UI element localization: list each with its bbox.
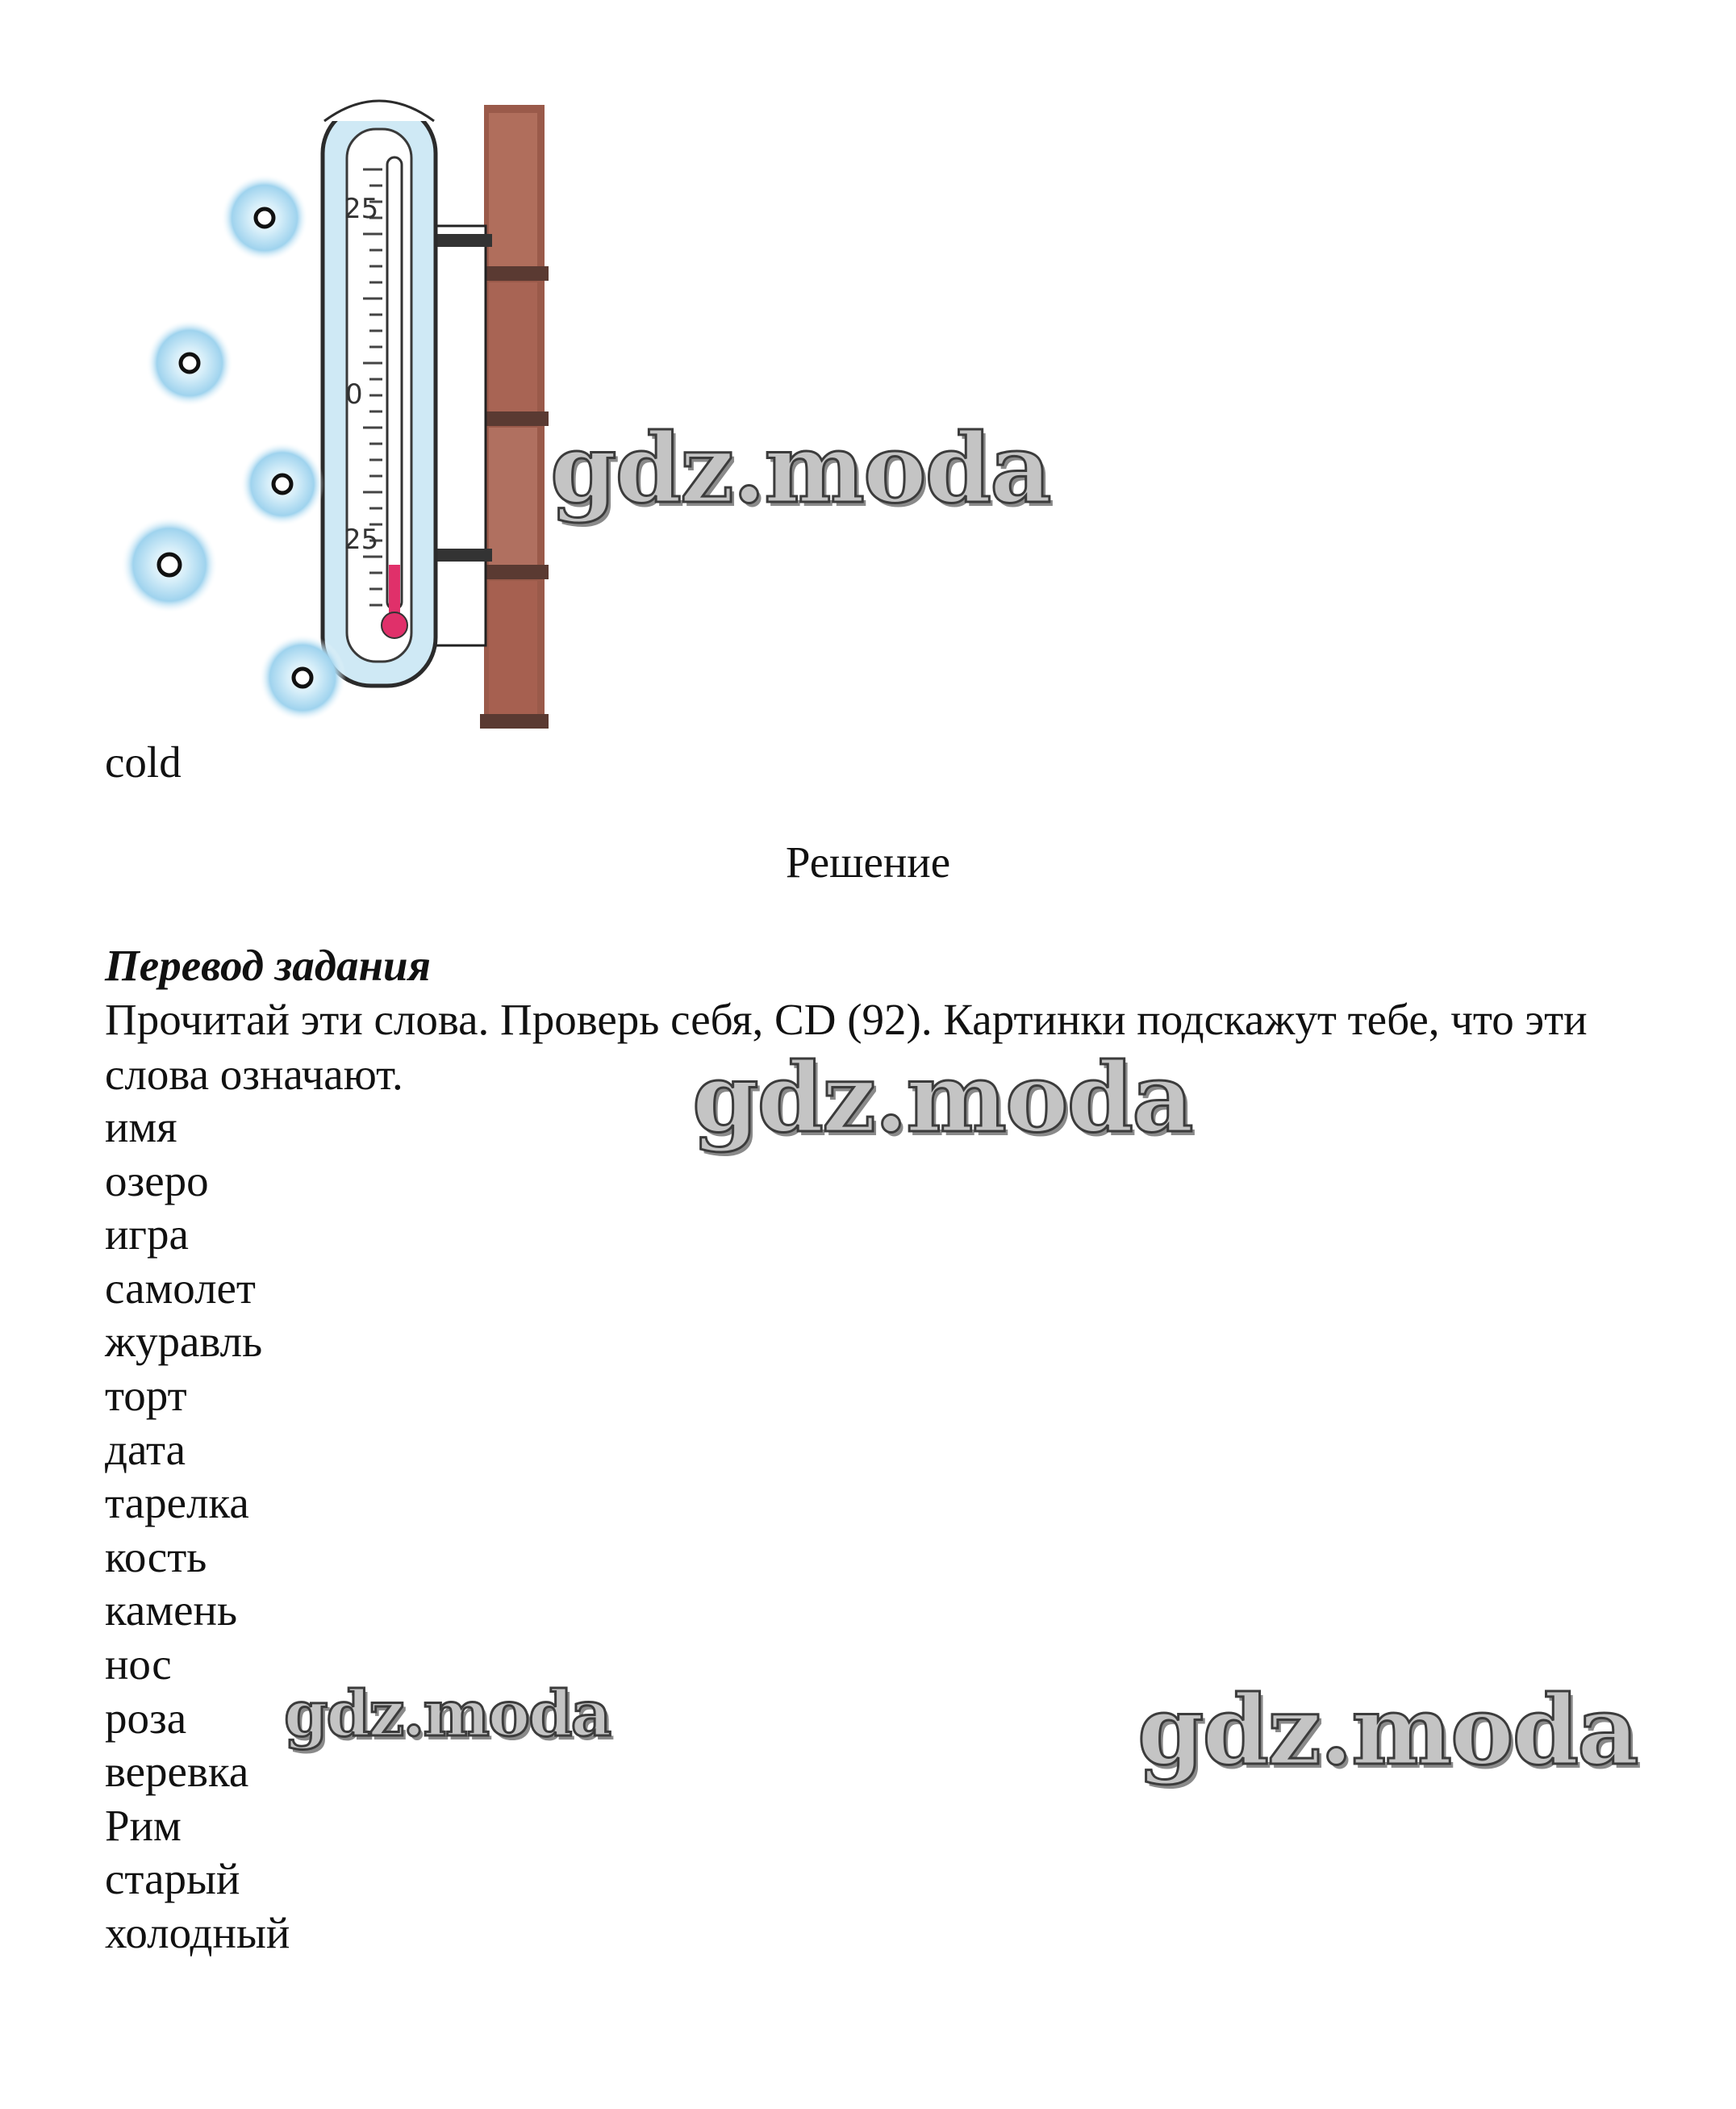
list-item: дата: [105, 1424, 186, 1474]
list-item: холодный: [105, 1907, 290, 1957]
picture-caption: cold: [105, 737, 182, 787]
snowflake-icons: [121, 174, 346, 721]
list-item: журавль: [105, 1317, 263, 1367]
list-item: старый: [105, 1854, 240, 1904]
watermark: gdz.moda: [1137, 1674, 1638, 1786]
thermometer-illustration: [105, 89, 589, 750]
word-list: [105, 1100, 290, 1961]
list-item: тарелка: [105, 1478, 249, 1528]
list-item: роза: [105, 1693, 187, 1743]
watermark: gdz.moda: [692, 1042, 1192, 1154]
brick-wall-icon: [480, 105, 549, 729]
list-item: торт: [105, 1370, 187, 1420]
list-item: нос: [105, 1639, 172, 1689]
list-item: озеро: [105, 1155, 209, 1205]
list-item: игра: [105, 1209, 189, 1259]
solution-heading: Решение: [785, 837, 951, 887]
scale-label-middle: 0: [345, 378, 363, 411]
task-title: Перевод задания: [105, 941, 431, 990]
scale-label-top: 25: [344, 193, 379, 225]
list-item: Рим: [105, 1800, 182, 1850]
list-item: камень: [105, 1585, 238, 1635]
watermark: gdz.moda: [550, 412, 1050, 524]
list-item: имя: [105, 1102, 177, 1151]
scale-label-bottom: 25: [344, 524, 379, 556]
watermark: gdz.moda: [284, 1677, 611, 1751]
thermometer-icon: [323, 101, 436, 686]
list-item: самолет: [105, 1263, 256, 1313]
task-instruction: Прочитай эти слова. Проверь себя, CD (92). Картинки подскажут тебе, что эти слова означают.: [105, 995, 1588, 1099]
list-item: кость: [105, 1531, 207, 1581]
list-item: веревка: [105, 1747, 249, 1797]
